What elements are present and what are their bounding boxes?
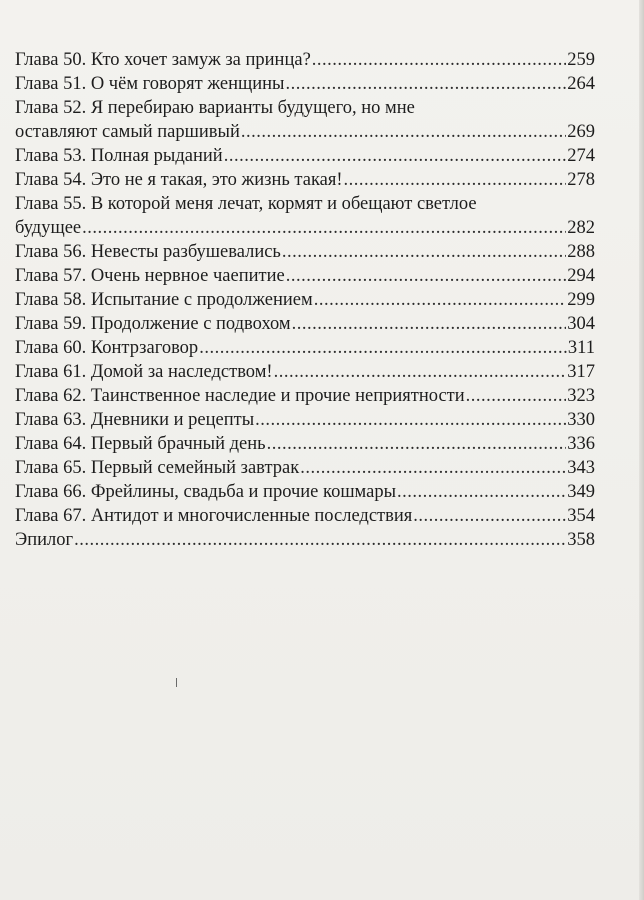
page-edge xyxy=(639,0,644,900)
toc-entry-page: 323 xyxy=(567,386,595,406)
dot-leader xyxy=(397,480,566,504)
pencil-mark xyxy=(176,678,177,687)
toc-entry-title: Глава 51. О чём говорят женщины xyxy=(15,74,285,94)
toc-entry-title: Глава 60. Контрзаговор xyxy=(15,338,199,358)
toc-entry-page: 278 xyxy=(567,170,595,190)
toc-entry xyxy=(15,192,595,240)
toc-entry-title: Эпилог xyxy=(15,530,74,550)
dot-leader xyxy=(82,216,566,240)
toc-entry xyxy=(15,480,595,504)
toc-entry-title: Глава 66. Фрейлины, свадьба и прочие кошмары xyxy=(15,482,397,502)
toc-entry-title: Глава 52. Я перебираю варианты будущего, но мне xyxy=(15,98,415,118)
toc-entry-page: 299 xyxy=(567,290,595,310)
toc-entry-title: Глава 67. Антидот и многочисленные последствия xyxy=(15,506,413,526)
toc-entry xyxy=(15,504,595,528)
toc-entry-page: 317 xyxy=(567,362,595,382)
dot-leader xyxy=(292,312,567,336)
dot-leader xyxy=(199,336,567,360)
dot-leader xyxy=(255,408,566,432)
toc-entry xyxy=(15,264,595,288)
dot-leader xyxy=(74,528,566,552)
dot-leader xyxy=(466,384,567,408)
toc-entry-title: Глава 61. Домой за наследством! xyxy=(15,362,273,382)
toc-entry-page: 288 xyxy=(567,242,595,262)
toc-entry-page: 358 xyxy=(567,530,595,550)
toc-entry-title: Глава 59. Продолжение с подвохом xyxy=(15,314,291,334)
toc-entry-page: 264 xyxy=(567,74,595,94)
toc-entry-page: 330 xyxy=(567,410,595,430)
toc-entry-page: 343 xyxy=(567,458,595,478)
toc-entry-title: Глава 64. Первый брачный день xyxy=(15,434,266,454)
dot-leader xyxy=(241,120,566,144)
toc-entry-page: 282 xyxy=(567,218,595,238)
toc-entry-title: Глава 53. Полная рыданий xyxy=(15,146,223,166)
toc-entry-title: Глава 63. Дневники и рецепты xyxy=(15,410,255,430)
toc-entry xyxy=(15,312,595,336)
dot-leader xyxy=(286,72,567,96)
toc-entry-title: Глава 57. Очень нервное чаепитие xyxy=(15,266,285,286)
toc-entry-title-continued: оставляют самый паршивый xyxy=(15,122,240,142)
toc-entry xyxy=(15,336,595,360)
dot-leader xyxy=(314,288,567,312)
toc-entry-page: 259 xyxy=(567,50,595,70)
toc-entry xyxy=(15,72,595,96)
dot-leader xyxy=(282,240,566,264)
toc-entry-title-continued: будущее xyxy=(15,218,82,238)
toc-entry xyxy=(15,288,595,312)
toc-entry-title: Глава 58. Испытание с продолжением xyxy=(15,290,313,310)
dot-leader xyxy=(344,168,567,192)
toc-entry-page: 304 xyxy=(567,314,595,334)
table-of-contents xyxy=(15,48,595,552)
dot-leader xyxy=(274,360,567,384)
toc-entry-page: 274 xyxy=(567,146,595,166)
dot-leader xyxy=(286,264,567,288)
toc-entry xyxy=(15,360,595,384)
toc-entry-page: 294 xyxy=(567,266,595,286)
toc-entry xyxy=(15,48,595,72)
toc-entry xyxy=(15,168,595,192)
toc-entry xyxy=(15,144,595,168)
dot-leader xyxy=(300,456,566,480)
toc-entry-title: Глава 62. Таинственное наследие и прочие неприятности xyxy=(15,386,465,406)
toc-entry-page: 349 xyxy=(567,482,595,502)
toc-entry-page: 354 xyxy=(567,506,595,526)
toc-entry-page: 269 xyxy=(567,122,595,142)
toc-entry xyxy=(15,456,595,480)
dot-leader xyxy=(267,432,567,456)
dot-leader xyxy=(413,504,566,528)
toc-entry-title: Глава 56. Невесты разбушевались xyxy=(15,242,281,262)
toc-entry xyxy=(15,384,595,408)
toc-entry xyxy=(15,96,595,144)
dot-leader xyxy=(224,144,567,168)
dot-leader xyxy=(312,48,566,72)
toc-entry-page: 336 xyxy=(567,434,595,454)
toc-entry xyxy=(15,240,595,264)
toc-entry-title: Глава 50. Кто хочет замуж за принца? xyxy=(15,50,311,70)
toc-entry-title: Глава 65. Первый семейный завтрак xyxy=(15,458,300,478)
toc-entry xyxy=(15,408,595,432)
toc-entry-title: Глава 54. Это не я такая, это жизнь такая! xyxy=(15,170,343,190)
toc-entry xyxy=(15,432,595,456)
toc-entry-page: 311 xyxy=(567,338,595,358)
toc-entry xyxy=(15,528,595,552)
toc-entry-title: Глава 55. В которой меня лечат, кормят и обещают светлое xyxy=(15,194,477,214)
